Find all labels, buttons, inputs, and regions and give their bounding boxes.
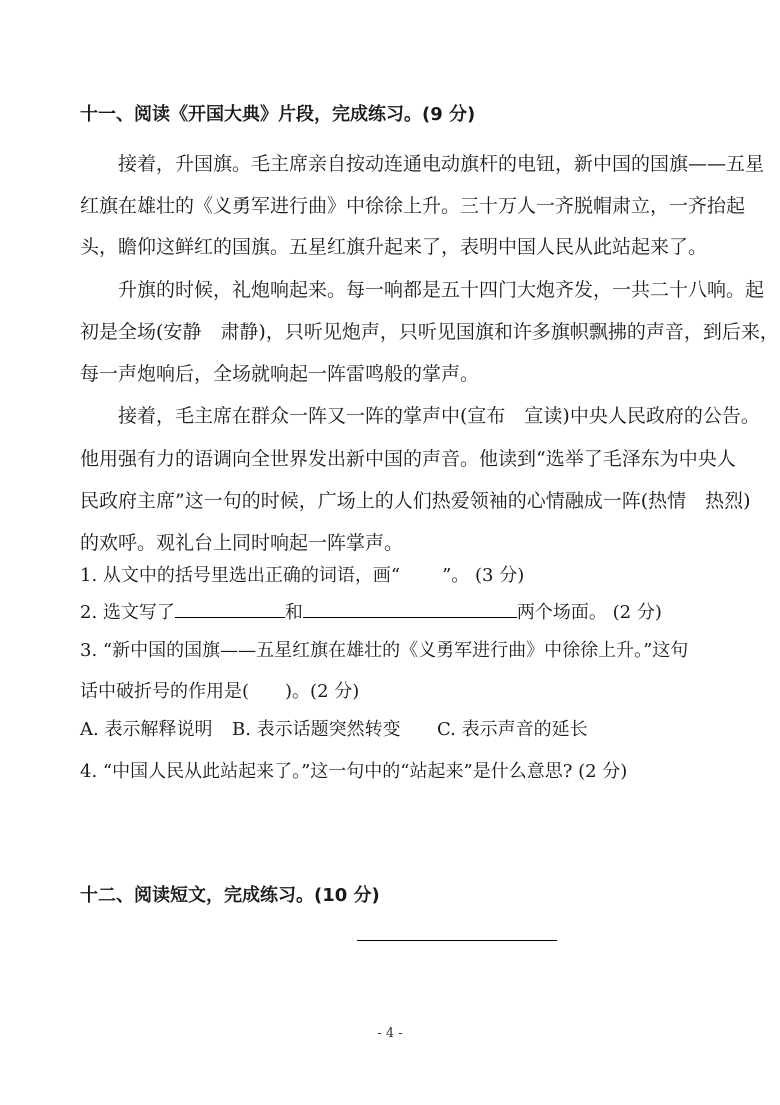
question-2-text-a: 2. 选文写了 bbox=[80, 602, 175, 623]
answer-blank-1[interactable] bbox=[175, 599, 285, 618]
section-11-heading: 十一、阅读《开国大典》片段，完成练习。(9 分) bbox=[80, 104, 476, 125]
question-3-options bbox=[80, 716, 720, 744]
paragraph-1-line-1: 接着，升国旗。毛主席亲自按动连通电动旗杆的电钮，新中国的国旗——五星 bbox=[118, 153, 765, 175]
option-c[interactable]: C. 表示声音的延长 bbox=[437, 719, 588, 740]
page-number: - 4 - bbox=[377, 1026, 403, 1041]
paragraph-3-line-3: 民政府主席”这一句的时候，广场上的人们热爱领袖的心情融成一阵(热情 热烈) bbox=[80, 490, 751, 512]
paragraph-3-line-1: 接着，毛主席在群众一阵又一阵的掌声中(宣布 宣读)中央人民政府的公告。 bbox=[118, 405, 760, 427]
paragraph-2-line-3: 每一声炮响后，全场就响起一阵雷鸣般的掌声。 bbox=[80, 363, 480, 385]
question-3-line-1: 3. “新中国的国旗——五星红旗在雄壮的《义勇军进行曲》中徐徐上升。”这句 bbox=[80, 640, 689, 661]
section-12-heading: 十二、阅读短文，完成练习。(10 分) bbox=[80, 885, 380, 906]
option-b[interactable]: B. 表示话题突然转变 bbox=[232, 719, 401, 740]
question-2-text-c: 两个场面。 (2 分) bbox=[516, 602, 662, 623]
question-3-line-2: 话中破折号的作用是( )。(2 分) bbox=[80, 681, 360, 702]
question-1 bbox=[80, 562, 720, 590]
title-blank-line[interactable] bbox=[357, 940, 557, 941]
paragraph-3-line-2: 他用强有力的语调向全世界发出新中国的声音。他读到“选举了毛泽东为中央人 bbox=[80, 448, 736, 470]
question-2-text-b: 和 bbox=[284, 602, 303, 623]
paragraph-2-line-1: 升旗的时候，礼炮响起来。每一响都是五十四门大炮齐发，一共二十八响。起 bbox=[118, 279, 765, 301]
question-1-text: 1. 从文中的括号里选出正确的词语，画“ bbox=[80, 565, 401, 586]
paragraph-1-line-3: 头，瞻仰这鲜红的国旗。五星红旗升起来了，表明中国人民从此站起来了。 bbox=[80, 236, 708, 258]
question-2 bbox=[80, 599, 720, 627]
option-a[interactable]: A. 表示解释说明 bbox=[80, 719, 213, 740]
answer-blank-2[interactable] bbox=[303, 599, 517, 618]
paragraph-1-line-2: 红旗在雄壮的《义勇军进行曲》中徐徐上升。三十万人一齐脱帽肃立，一齐抬起 bbox=[80, 195, 746, 217]
question-1-points: ”。 (3 分) bbox=[442, 565, 525, 586]
question-4: 4. “中国人民从此站起来了。”这一句中的“站起来”是什么意思? (2 分) bbox=[80, 761, 628, 782]
paragraph-2-line-2: 初是全场(安静 肃静)，只听见炮声，只听见国旗和许多旗帜飘拂的声音，到后来， bbox=[80, 321, 779, 343]
paragraph-3-line-4: 的欢呼。观礼台上同时响起一阵掌声。 bbox=[80, 532, 404, 554]
